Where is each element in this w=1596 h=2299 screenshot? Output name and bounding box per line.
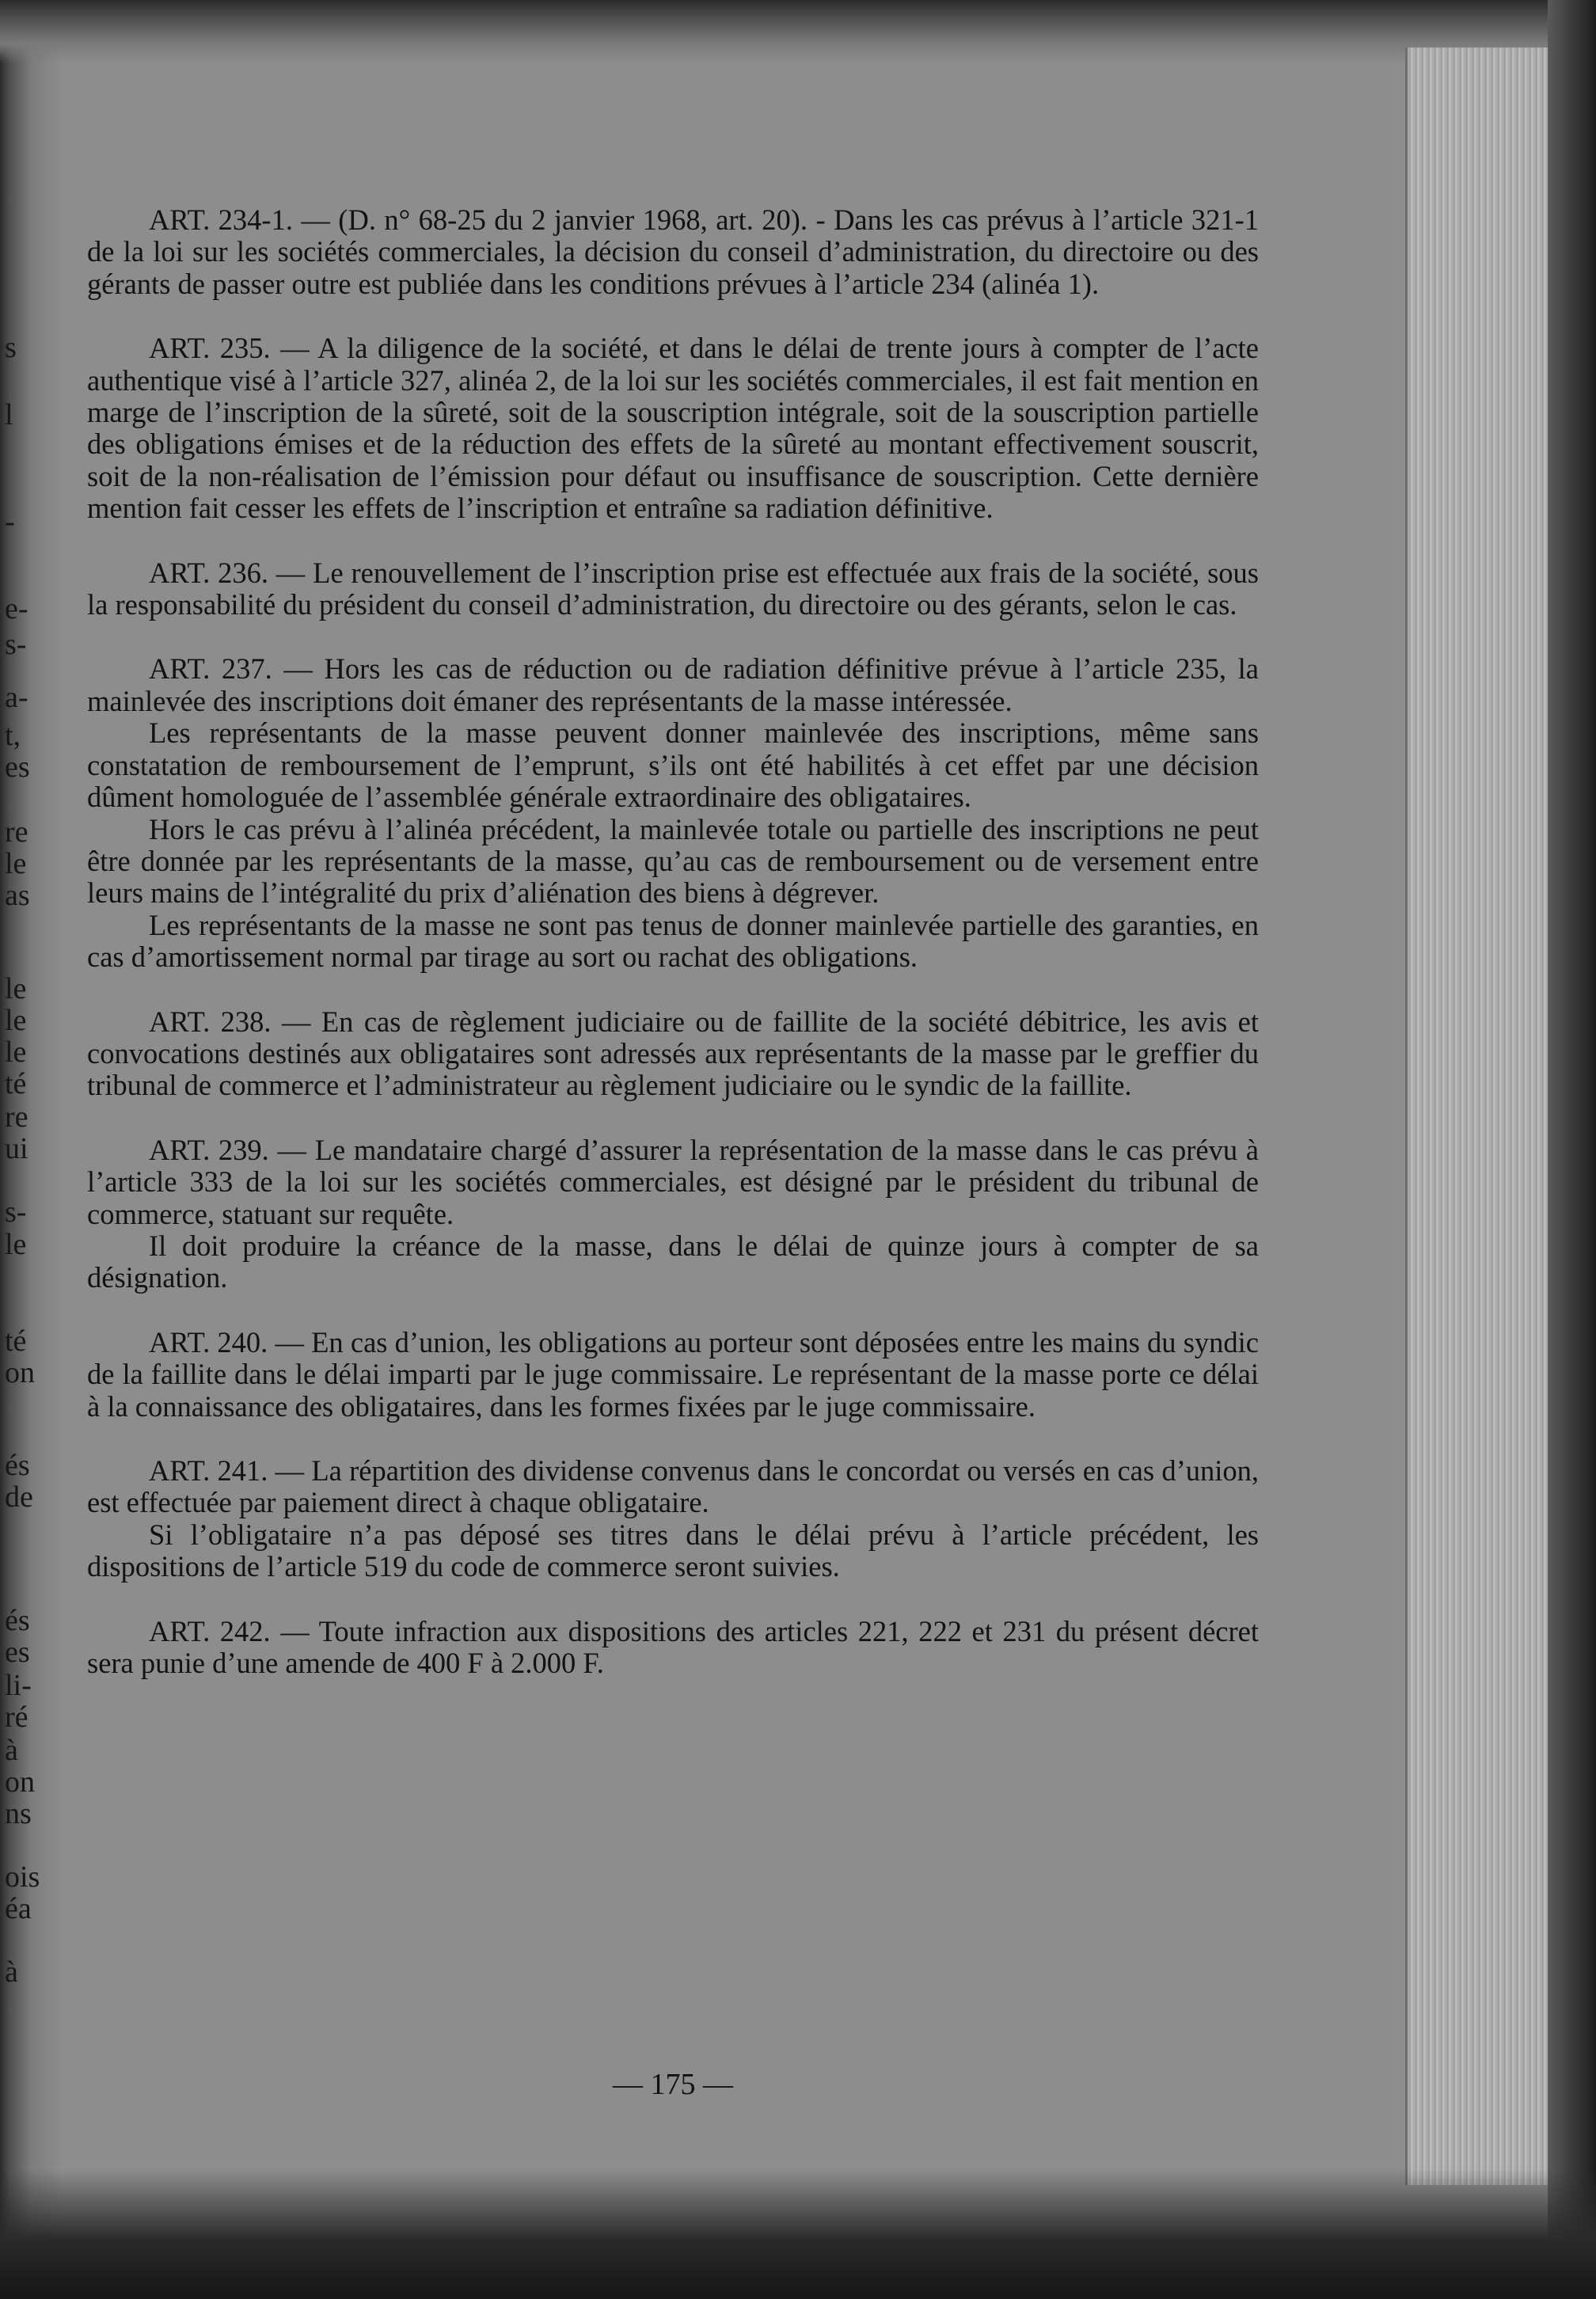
fragment: es [5,750,30,784]
book-page-edges [1405,48,1550,2185]
fragment: on [5,1356,35,1389]
fragment: le [5,1004,27,1037]
fragment: de [5,1480,33,1514]
article-241 [87,1455,1259,1583]
article-235 [87,332,1259,524]
facing-page-fragments [0,0,63,2299]
paragraph: ART. 238. — En cas de règlement judiciaire ou de faillite de la société débitrice, les avis et convocations destinés aux obligataires sont adressés aux représentants de la masse par le greffier du tribunal de commerce et l’administrateur au règlement judiciaire ou le syndic de la faillite. [87,1005,1259,1102]
fragment: le [5,1036,27,1069]
fragment: on [5,1765,35,1799]
fragment: à [5,1955,18,1989]
fragment: ui [5,1132,28,1165]
article-239 [87,1134,1259,1294]
article-236 [87,557,1259,621]
fragment: a- [5,681,28,714]
fragment: le [5,972,27,1005]
article-242 [87,1616,1259,1680]
fragment: le [5,847,27,880]
paragraph: ART. 236. — Le renouvellement de l’inscription prise est effectuée aux frais de la société, sous la responsabilité du président du conseil d’administration, du directoire ou des gérants, selon le cas. [87,556,1259,621]
fragment: re [5,1100,28,1134]
paragraph: Hors le cas prévu à l’alinéa précédent, la mainlevée totale ou partielle des inscriptions ne peut être donnée par les représentants de la masse, qu’au cas de remboursement ou de versement entre leurs mains de l’intégralité du prix d’aliénation des biens à dégrever. [87,812,1259,910]
fragment: - [5,505,15,538]
fragment: li- [5,1669,32,1702]
paragraph: ART. 234-1. — (D. n° 68-25 du 2 janvier 1968, art. 20). - Dans les cas prévus à l’article 321-1 de la loi sur les sociétés commerciales, la décision du conseil d’administration, du directoire ou des gérants de passer outre est publiée dans les conditions prévues à l’article 234 (alinéa 1). [87,203,1259,300]
paragraph: ART. 239. — Le mandataire chargé d’assurer la représentation de la masse dans le cas prévu à l’article 333 de la loi sur les sociétés commerciales, est désigné par le président du tribunal de commerce, statuant sur requête. [87,1133,1259,1230]
right-edge-shadow [1548,0,1596,2299]
fragment: s [5,331,17,364]
fragment: és [5,1604,30,1637]
article-238 [87,1006,1259,1102]
paragraph: ART. 241. — La répartition des dividense convenus dans le concordat ou versés en cas d’union, est effectuée par paiement direct à chaque obligataire. [87,1454,1259,1519]
fragment: t, [5,719,21,752]
bottom-edge-shadow [0,2169,1596,2299]
fragment: és [5,1449,30,1482]
article-240 [87,1327,1259,1423]
fragment: ois [5,1860,40,1894]
paragraph: ART. 235. — A la diligence de la société, et dans le délai de trente jours à compter de l’acte authentique visé à l’article 327, alinéa 2, de la loi sur les sociétés commerciales, il est fait mention en marge de l’inscription de la sûreté, soit de la souscription intégrale, soit de la souscription partielle des obligations émises et de la réduction des effets de la sûreté au montant effectivement souscrit, soit de la non-réalisation de l’émission pour défaut ou insuffisance de souscription. Cette dernière mention fait cesser les effets de l’inscription et entraîne sa radiation définitive. [87,332,1259,525]
article-237 [87,653,1259,973]
text-column [87,204,1259,1712]
paragraph: ART. 242. — Toute infraction aux dispositions des articles 221, 222 et 231 du présent décret sera punie d’une amende de 400 F à 2.000 F. [87,1614,1259,1680]
top-edge-shadow [0,0,1596,63]
fragment: s- [5,628,27,661]
fragment: l [5,398,13,431]
paragraph: ART. 240. — En cas d’union, les obligations au porteur sont déposées entre les mains du syndic de la faillite dans le délai imparti par le juge commissaire. Le représentant de la masse porte ce délai à la connaissance des obligataires, dans les formes fixées par le juge commissaire. [87,1325,1259,1423]
page-number: — 175 — [613,2068,733,2101]
fragment: e- [5,592,28,625]
fragment: s- [5,1195,27,1229]
paragraph: Les représentants de la masse peuvent donner mainlevée des inscriptions, même sans constatation de remboursement de l’emprunt, s’ils ont été habilités à cet effet par une décision dûment homologuée de l’assemblée générale extraordinaire des obligataires. [87,716,1259,814]
paragraph: ART. 237. — Hors les cas de réduction ou de radiation définitive prévue à l’article 235, la mainlevée des inscriptions doit émaner des représentants de la masse intéressée. [87,652,1259,717]
paragraph: Les représentants de la masse ne sont pas tenus de donner mainlevée partielle des garanties, en cas d’amortissement normal par tirage au sort ou rachat des obligations. [87,908,1259,974]
paragraph: Il doit produire la créance de la masse, dans le délai de quinze jours à compter de sa désignation. [87,1229,1259,1294]
fragment: té [5,1067,27,1100]
article-234-1 [87,204,1259,300]
fragment: té [5,1324,27,1358]
fragment: le [5,1228,27,1261]
fragment: ré [5,1700,28,1734]
paragraph: Si l’obligataire n’a pas déposé ses titres dans le délai prévu à l’article précédent, les dispositions de l’article 519 du code de commerce seront suivies. [87,1518,1259,1583]
fragment: éa [5,1892,32,1925]
fragment: es [5,1636,30,1669]
fragment: as [5,879,30,912]
fragment: ns [5,1797,32,1830]
fragment: re [5,815,28,849]
fragment: à [5,1734,18,1767]
